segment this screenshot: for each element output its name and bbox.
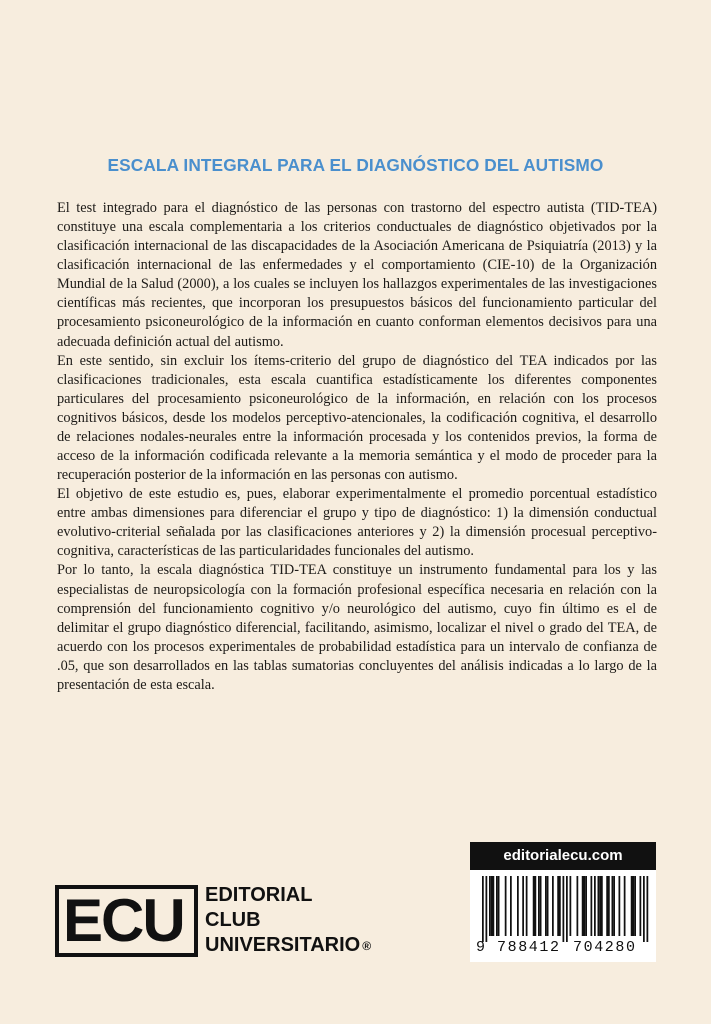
publisher-name [205, 883, 371, 959]
barcode-bar [634, 876, 636, 936]
publisher-website: editorialecu.com [470, 842, 656, 870]
publisher-name-line-1: EDITORIAL [205, 884, 313, 906]
barcode-bar [591, 876, 593, 936]
barcode-panel [470, 842, 656, 962]
publisher-name-line-3 [205, 933, 371, 959]
barcode-bar [606, 876, 608, 936]
barcode-bar [585, 876, 587, 936]
barcode-bar [498, 876, 500, 936]
publisher-name-line-3-text: UNIVERSITARIO [205, 934, 361, 956]
barcode-bar [631, 876, 633, 936]
registered-mark: ® [362, 939, 372, 953]
barcode-bar [482, 876, 484, 942]
barcode-bar [640, 876, 642, 936]
barcode-bar [559, 876, 561, 936]
isbn-barcode [476, 876, 650, 942]
barcode-bar [491, 876, 493, 936]
barcode-bar [517, 876, 519, 936]
barcode-bar [601, 876, 603, 936]
ecu-logo-mark [55, 885, 198, 957]
barcode-bar [563, 876, 565, 942]
barcode-bar [647, 876, 649, 942]
barcode-bar [582, 876, 584, 936]
barcode-bar [643, 876, 645, 942]
isbn-first-digit: 9 [476, 939, 486, 956]
barcode-bar [489, 876, 491, 936]
barcode-bar [535, 876, 537, 936]
barcode-bar [510, 876, 512, 936]
barcode-bar [612, 876, 614, 936]
paragraph-3: El objetivo de este estudio es, pues, elaborar experimentalmente el promedio porcentual estadístico entre ambas dimensiones para diferenciar el grupo y tipo de diagnóstico: 1) la dimensión conductual evolutivo-criterial señalada por las clasificaciones anteriores y 2) la dimensión procesual perceptivo-cognitiva, características de las particularidades funcionales del autismo. [57, 486, 657, 560]
barcode-bar [538, 876, 540, 936]
barcode-bar [545, 876, 547, 936]
barcode-bar [522, 876, 524, 936]
back-cover-description [57, 199, 657, 695]
barcode-bar [619, 876, 621, 936]
barcode-bar [547, 876, 549, 936]
barcode-bar [557, 876, 559, 936]
paragraph-1: El test integrado para el diagnóstico de las personas con trastorno del espectro autista (TID-TEA) constituye una escala complementaria a los criterios conductuales de diagnóstico objetivados por la clasificación internacional de las discapacidades de la Asociación Americana de Psiquiatría (2013) y la clasificación internacional de las enfermedades y el comportamiento (CIE-10) de la Organización Mundial de la Salud (2000), a los cuales se incluyen los hallazgos experimentales de las investigaciones científicas más recientes, que incorporan los presupuestos básicos del funcionamiento particular del procesamiento psiconeurológico de la información en cuanto conforman elementos decisivos para una adecuada definición actual del autismo. [57, 200, 657, 350]
publisher-name-line-2: CLUB [205, 909, 261, 931]
barcode-bar [540, 876, 542, 936]
barcode-bar [613, 876, 615, 936]
isbn-group-1: 788412 [497, 939, 561, 956]
barcode-bar [493, 876, 495, 936]
barcode-bar [533, 876, 535, 936]
isbn-group-2: 704280 [573, 939, 637, 956]
barcode-bar [599, 876, 601, 936]
paragraph-4: Por lo tanto, la escala diagnóstica TID-TEA constituye un instrumento fundamental para los y las especialistas de neuropsicología con la formación profesional específica necesaria en relación con la comprensión del funcionamiento cognitivo y/o neurológico del autismo, cuyo fin último es el de delimitar el grupo diagnóstico diferencial, facilitando, asimismo, localizar el nivel o grado del TEA, de acuerdo con los procesos experimentales de probabilidad estadística para un intervalo de confianza de .05, que son desarrollados en las tablas sumatorias concluyentes del análisis indicadas a lo largo de la presentación de esta escala. [57, 562, 657, 693]
barcode-bar [496, 876, 498, 936]
barcode-bar [570, 876, 572, 936]
barcode-bar [594, 876, 596, 936]
barcode-bar [598, 876, 600, 936]
barcode-bar [608, 876, 610, 936]
barcode-bar [526, 876, 528, 936]
barcode-bar [505, 876, 507, 936]
barcode-bar [577, 876, 579, 936]
barcode-bar [552, 876, 554, 936]
publisher-logo [55, 883, 375, 963]
ecu-logo-letters: ECU [63, 887, 184, 954]
barcode-bar [624, 876, 626, 936]
isbn-digits [470, 939, 656, 959]
barcode-bar [584, 876, 586, 936]
barcode-bar [633, 876, 635, 936]
paragraph-2: En este sentido, sin excluir los ítems-criterio del grupo de diagnóstico del TEA indicados por las clasificaciones tradicionales, esta escala cuantifica estadísticamente los diferentes componentes particulares del procesamiento psiconeurológico de la información, en relación con los procesos cognitivos básicos, desde los modelos perceptivo-atencionales, la codificación cognitiva, el desarrollo de relaciones nodales-neurales entre la información procesada y los contenidos previos, la forma de acceso de la información codificada relevante a la memoria semántica y el modo de proceder para la recuperación posterior de la información en las personas con autismo. [57, 352, 657, 484]
barcode-bar [486, 876, 488, 942]
barcode-bar [566, 876, 568, 942]
cover-title: ESCALA INTEGRAL PARA EL DIAGNÓSTICO DEL AUTISMO [107, 155, 604, 175]
